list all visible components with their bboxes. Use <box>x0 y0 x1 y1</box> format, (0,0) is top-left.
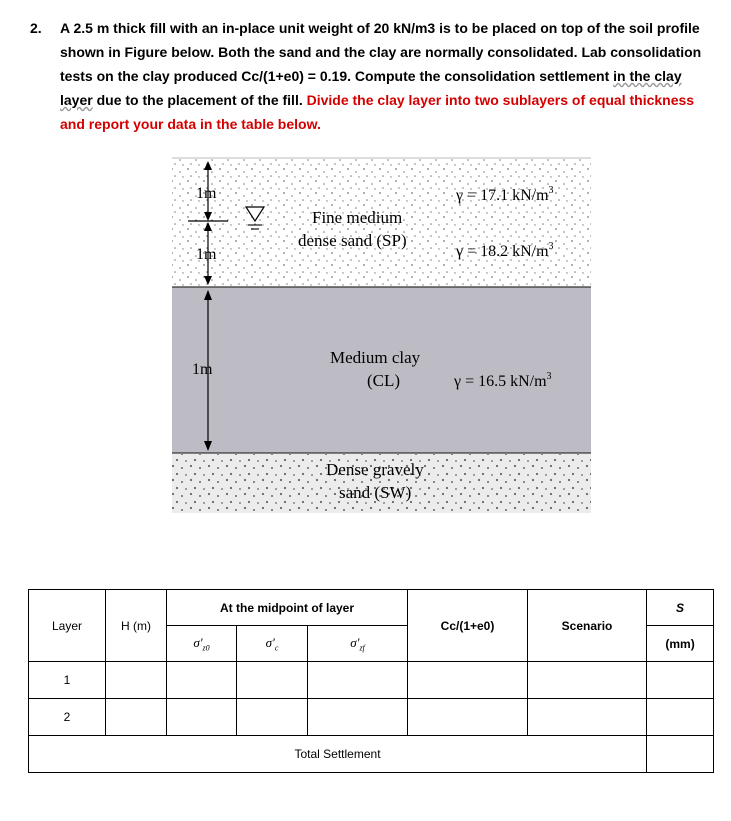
gravel-label-line2: sand (SW) <box>339 483 412 502</box>
dim-top-upper-label: 1m <box>196 185 217 202</box>
clay-label-line2: (CL) <box>367 371 401 390</box>
header-scenario: Scenario <box>528 590 647 662</box>
total-settlement-label: Total Settlement <box>29 736 647 773</box>
cell[interactable] <box>106 662 167 699</box>
row-1-layer: 1 <box>29 662 106 699</box>
header-layer: Layer <box>29 590 106 662</box>
cell[interactable] <box>106 699 167 736</box>
cell[interactable] <box>647 662 714 699</box>
cell[interactable] <box>647 699 714 736</box>
header-midpoint: At the midpoint of layer <box>167 590 408 626</box>
cell[interactable] <box>237 699 308 736</box>
problem-text <box>60 16 710 136</box>
sand-label-line1: Fine medium <box>312 208 403 227</box>
problem-number: 2. <box>30 20 42 36</box>
cell[interactable] <box>167 662 237 699</box>
underlined-phrase: in the clay layer <box>60 68 682 108</box>
cell[interactable] <box>408 662 528 699</box>
cell[interactable] <box>408 699 528 736</box>
header-cc-ratio: Cc/(1+e0) <box>408 590 528 662</box>
results-table <box>28 589 714 773</box>
problem-statement <box>30 16 710 136</box>
dim-clay-label: 1m <box>192 361 213 378</box>
total-row <box>29 736 714 773</box>
table-row <box>29 699 714 736</box>
problem-text-part-1: A 2.5 m thick fill with an in-place unit weight of 20 kN/m3 is to be placed on top of the soil profile shown in Figure below. Both the sand and the clay are normally consolidated. Lab consolidation tests on the clay produced Cc/(1+e0) = 0.19. Compute the consolidation settlement <box>60 20 702 84</box>
cell[interactable] <box>528 699 647 736</box>
header-sigma-zf: $\sigma'_{zf}$ <box>308 626 408 662</box>
cell[interactable] <box>308 662 408 699</box>
cell[interactable] <box>528 662 647 699</box>
row-2-layer: 2 <box>29 699 106 736</box>
clay-label-line1: Medium clay <box>330 348 421 367</box>
sand-label-line2: dense sand (SP) <box>298 231 407 250</box>
header-sigma-z0: $\sigma'_{z0}$ <box>167 626 237 662</box>
header-sigma-c: $\sigma'_c$ <box>237 626 308 662</box>
problem-text-part-2: due to the placement of the fill. <box>92 92 307 108</box>
header-mm: (mm) <box>647 626 714 662</box>
cell[interactable] <box>167 699 237 736</box>
cell[interactable] <box>308 699 408 736</box>
gamma-above-water-table: γ = 17.1 $kN/m^3$ <box>456 185 554 204</box>
dim-top-lower-label: 1m <box>196 246 217 263</box>
table-row <box>29 662 714 699</box>
total-settlement-cell[interactable] <box>647 736 714 773</box>
gamma-clay: γ = 16.5 $kN/m^3$ <box>454 371 552 390</box>
gravel-label-line1: Dense gravely <box>326 460 424 479</box>
gamma-below-water-table: γ = 18.2 $kN/m^3$ <box>456 241 554 260</box>
clay-layer <box>172 287 591 453</box>
header-s: S <box>647 590 714 626</box>
soil-profile-figure <box>170 155 595 517</box>
cell[interactable] <box>237 662 308 699</box>
red-instruction: Divide the clay layer into two sublayers of equal thickness and report your data in the table below. <box>60 92 695 132</box>
header-h: H (m) <box>106 590 167 662</box>
